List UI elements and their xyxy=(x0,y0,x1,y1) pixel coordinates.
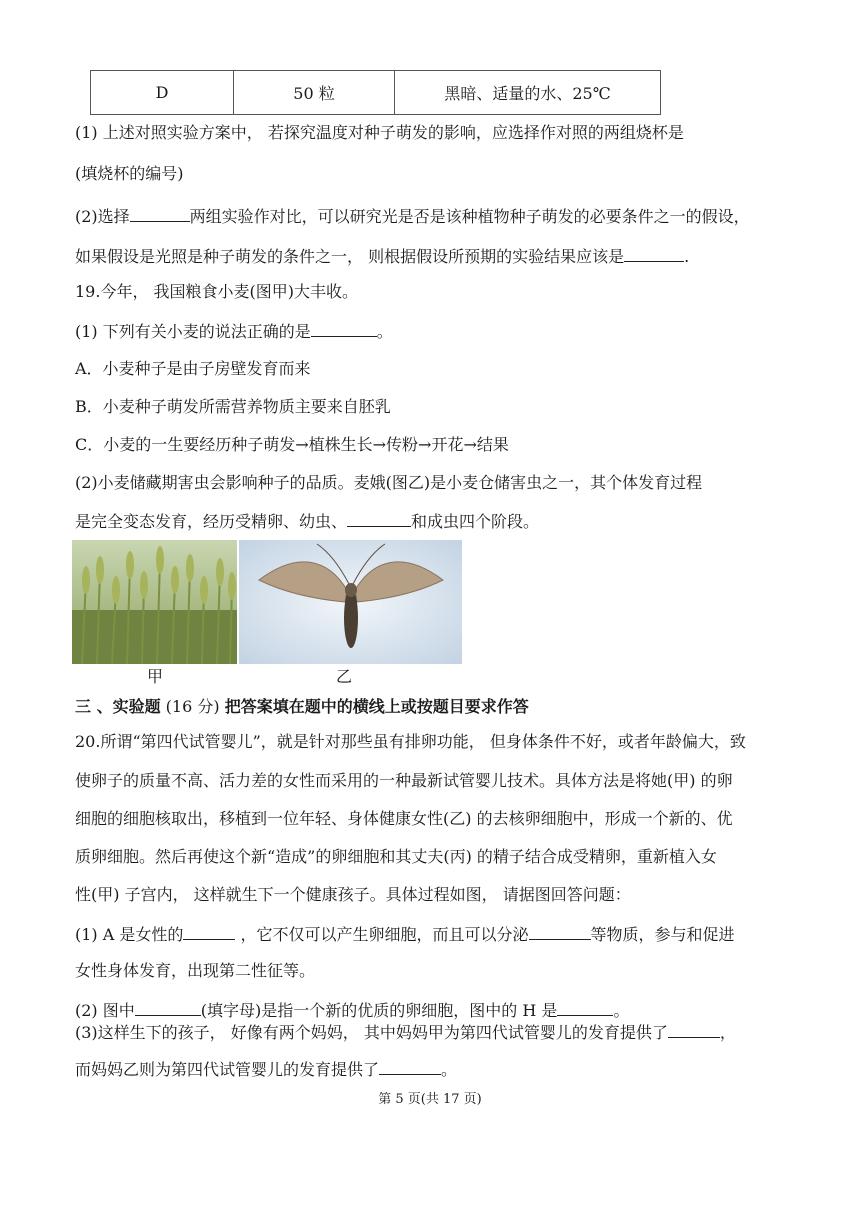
section-heading xyxy=(75,694,529,717)
answer-blank[interactable] xyxy=(668,1021,720,1038)
moth-image xyxy=(239,540,462,664)
text: 如果假设是光照是种子萌发的条件之一， 则根据假设所预期的实验结果应该是 xyxy=(75,247,625,266)
text: (1) 下列有关小麦的说法正确的是 xyxy=(75,322,311,341)
text: 而妈妈乙则为第四代试管婴儿的发育提供了 xyxy=(75,1060,380,1079)
text: ，它不仅可以产生卵细胞，而且可以分泌 xyxy=(235,925,529,944)
figure-caption-b: 乙 xyxy=(336,667,353,686)
text: 。 xyxy=(376,322,393,341)
text: 。 xyxy=(441,1060,458,1079)
beaker-label: D xyxy=(91,71,234,115)
q19-title: 19.今年， 我国粮食小麦(图甲)大丰收。 xyxy=(75,282,359,301)
text: 是完全变态发育，经历受精卵、幼虫、 xyxy=(75,512,348,531)
section-instructions: 把答案填在题中的横线上或按题目要求作答 xyxy=(224,697,529,716)
q19-part2-line2 xyxy=(75,510,790,532)
seed-count: 50 粒 xyxy=(234,71,395,115)
section-score: (16 分) xyxy=(160,697,225,716)
answer-blank[interactable] xyxy=(183,923,235,940)
text: (2)选择 xyxy=(75,207,130,226)
answer-blank[interactable] xyxy=(135,999,201,1016)
q20-line1: 20.所谓“第四代试管婴儿”，就是针对那些虽有排卵功能， 但身体条件不好，或者年龄偏大，致 xyxy=(75,732,746,751)
q20-line2: 使卵子的质量不高、活力差的女性而采用的一种最新试管婴儿技术。具体方法是将她(甲) 的卵 xyxy=(75,771,733,790)
q19-option-b: B．小麦种子萌发所需营养物质主要来自胚乳 xyxy=(75,397,391,416)
table-row xyxy=(91,71,661,115)
q20-part1-line2: 女性身体发育，出现第二性征等。 xyxy=(75,961,316,980)
figure-caption-a: 甲 xyxy=(147,667,164,686)
text: 。 xyxy=(613,1001,630,1020)
text: 等物质，参与和促进 xyxy=(590,925,735,944)
text: . xyxy=(684,247,690,266)
page-footer: 第 5 页(共 17 页) xyxy=(378,1092,482,1107)
q19-option-a: A．小麦种子是由子房壁发育而来 xyxy=(75,359,311,378)
text: 两组实验作对比，可以研究光是否是该种植物种子萌发的必要条件之一的假设， xyxy=(189,207,750,226)
q20-part3-line2 xyxy=(75,1058,790,1080)
q20-line5: 性(甲) 子宫内， 这样就生下一个健康孩子。具体过程如图， 请据图回答问题： xyxy=(75,885,631,904)
answer-blank[interactable] xyxy=(347,510,411,527)
q19-part1 xyxy=(75,320,790,342)
conditions: 黑暗、适量的水、25℃ xyxy=(395,71,661,115)
q18-part2-line1 xyxy=(75,205,790,227)
answer-blank[interactable] xyxy=(379,1058,441,1075)
q18-part1-line2: (填烧杯的编号) xyxy=(75,164,184,183)
wheat-field-image xyxy=(72,540,237,664)
answer-blank[interactable] xyxy=(557,999,613,1016)
text: (2) 图中 xyxy=(75,1001,135,1020)
text: 和成虫四个阶段。 xyxy=(411,512,540,531)
text: (填字母)是指一个新的优质的卵细胞，图中的 H 是 xyxy=(200,1001,558,1020)
text: (1) A 是女性的 xyxy=(75,925,184,944)
q18-part2-line2 xyxy=(75,245,790,267)
q18-part1-line1: (1) 上述对照实验方案中， 若探究温度对种子萌发的影响，应选择作对照的两组烧杯是 xyxy=(75,123,684,142)
q20-line3: 细胞的细胞核取出，移植到一位年轻、身体健康女性(乙) 的去核卵细胞中，形成一个新的、优 xyxy=(75,809,733,828)
q20-part3-line1 xyxy=(75,1021,790,1043)
section-number: 三 、实验题 xyxy=(75,697,161,716)
answer-blank[interactable] xyxy=(529,923,591,940)
text: ， xyxy=(719,1023,736,1042)
q20-line4: 质卵细胞。然后再使这个新“造成”的卵细胞和其丈夫(丙) 的精子结合成受精卵，重新植入女 xyxy=(75,847,717,866)
experiment-table xyxy=(90,70,661,115)
q19-part2-line1: (2)小麦储藏期害虫会影响种子的品质。麦娥(图乙)是小麦仓储害虫之一，其个体发育过程 xyxy=(75,473,703,492)
answer-blank[interactable] xyxy=(624,245,684,262)
figure-pair xyxy=(72,540,462,664)
q20-part2 xyxy=(75,999,790,1021)
answer-blank[interactable] xyxy=(130,205,190,222)
q19-option-c: C．小麦的一生要经历种子萌发→植株生长→传粉→开花→结果 xyxy=(75,435,509,454)
q20-part1-line1 xyxy=(75,923,790,945)
text: (3)这样生下的孩子， 好像有两个妈妈， 其中妈妈甲为第四代试管婴儿的发育提供了 xyxy=(75,1023,668,1042)
answer-blank[interactable] xyxy=(311,320,377,337)
